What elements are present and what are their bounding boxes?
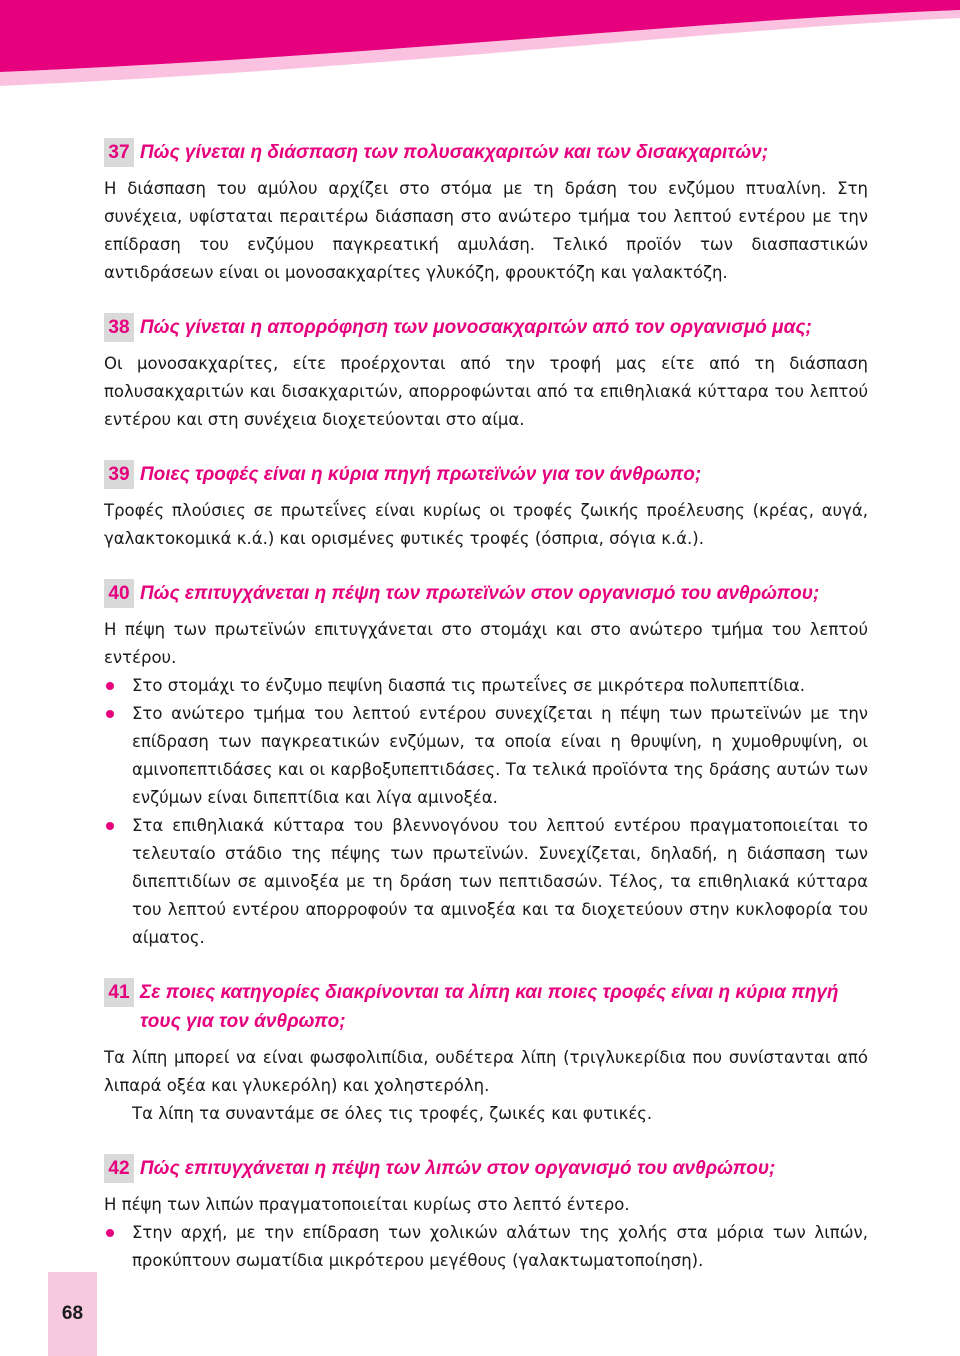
list-item [104,700,868,812]
answer-paragraph: Τα λίπη μπορεί να είναι φωσφολιπίδια, ουδέτερα λίπη (τριγλυκερίδια που συνίστανται από λιπαρά οξέα και γλυκερόλη) και χοληστερόλη. [104,1048,868,1095]
question-heading [104,579,868,608]
question-title: Σε ποιες κατηγορίες διακρίνονται τα λίπη και ποιες τροφές είναι η κύρια πηγή τους για τον άνθρωπο; [140,982,839,1032]
answer-paragraph: Οι μονοσακχαρίτες, είτε προέρχονται από την τροφή μας είτε από τη διάσπαση πολυσακχαριτών και δισακχαριτών, απορροφώνται από τα επιθηλιακά κύτταρα του λεπτού εντέρου και στη συνέχεια διοχετεύονται στο αίμα. [104,354,868,429]
section-39 [104,460,868,553]
bullet-icon [106,822,114,830]
question-heading [104,313,868,342]
section-42 [104,1154,868,1275]
bullet-icon [106,710,114,718]
answer-paragraph: Η πέψη των πρωτεϊνών επιτυγχάνεται στο στομάχι και στο ανώτερο τμήμα του λεπτού εντέρου. [104,620,868,667]
question-heading [104,460,868,489]
section-38 [104,313,868,434]
list-item-text: Στην αρχή, με την επίδραση των χολικών αλάτων της χολής στα μόρια των λιπών, προκύπτουν σωματίδια μικρότερου μεγέθους (γαλακτωματοποίηση). [132,1223,868,1270]
section-40 [104,579,868,952]
question-heading [104,978,868,1036]
bullet-list [104,672,868,952]
question-title: Πώς γίνεται η διάσπαση των πολυσακχαριτών και των δισακχαριτών; [140,142,769,163]
answer-paragraph: Τροφές πλούσιες σε πρωτεΐνες είναι κυρίως οι τροφές ζωικής προέλευσης (κρέας, αυγά, γαλακτοκομικά κ.ά.) και ορισμένες φυτικές τροφές (όσπρια, σόγια κ.ά.). [104,501,868,548]
answer-paragraph: Τα λίπη τα συναντάμε σε όλες τις τροφές, ζωικές και φυτικές. [132,1104,653,1123]
bullet-list [104,1219,868,1275]
list-item-text: Στα επιθηλιακά κύτταρα του βλεννογόνου του λεπτού εντέρου πραγματοποιείται το τελευταίο στάδιο της πέψης των πρωτεϊνών. Συνεχίζεται, δηλαδή, η διάσπαση των διπεπτιδίων σε αμινοξέα με τη δράση των πεπτιδασών. Τέλος, τα επιθηλιακά κύτταρα του λεπτού εντέρου απορροφούν τα αμινοξέα και τα διοχετεύουν στην κυκλοφορία του αίματος. [132,816,868,947]
magenta-header-banner [0,0,960,110]
list-item-text: Στο ανώτερο τμήμα του λεπτού εντέρου συνεχίζεται η πέψη των πρωτεϊνών με την επίδραση των παγκρεατικών ενζύμων, τα οποία είναι η θρυψίνη, η χυμοθρυψίνη, οι αμινοπεπτιδάσες και οι καρβοξυπεπτιδάσες. Τα τελικά προϊόντα της δράσης αυτών των ενζύμων είναι διπεπτίδια και λίγα αμινοξέα. [132,704,868,807]
question-number: 41 [104,978,134,1007]
main-content [104,138,868,1301]
section-41 [104,978,868,1128]
question-number: 37 [104,138,134,167]
question-title: Πώς επιτυγχάνεται η πέψη των λιπών στον οργανισμό του ανθρώπου; [140,1158,776,1179]
question-title: Πώς γίνεται η απορρόφηση των μονοσακχαριτών από τον οργανισμό μας; [140,317,812,338]
question-title: Ποιες τροφές είναι η κύρια πηγή πρωτεϊνών για τον άνθρωπο; [140,464,702,485]
answer-paragraph: Η διάσπαση του αμύλου αρχίζει στο στόμα με τη δράση του ενζύμου πτυαλίνη. Στη συνέχεια, υφίσταται περαιτέρω διάσπαση στο ανώτερο τμήμα του λεπτού εντέρου με την επίδραση του ενζύμου παγκρεατική αμυλάση. Τελικό προϊόν των διασπαστικών αντιδράσεων είναι οι μονοσακχαρίτες γλυκόζη, φρουκτόζη και γαλακτόζη. [104,179,868,282]
list-item [104,1219,868,1275]
page-number-box [48,1272,97,1356]
question-number: 42 [104,1154,134,1183]
question-number: 39 [104,460,134,489]
bullet-icon [106,682,114,690]
page-number: 68 [61,1303,84,1324]
list-item-text: Στο στομάχι το ένζυμο πεψίνη διασπά τις πρωτεΐνες σε μικρότερα πολυπεπτίδια. [132,676,806,695]
bullet-icon [106,1229,114,1237]
question-heading [104,1154,868,1183]
question-heading [104,138,868,167]
question-number: 40 [104,579,134,608]
answer-paragraph: Η πέψη των λιπών πραγματοποιείται κυρίως στο λεπτό έντερο. [104,1195,630,1214]
question-number: 38 [104,313,134,342]
list-item [104,812,868,952]
list-item [104,672,868,700]
section-37 [104,138,868,287]
question-title: Πώς επιτυγχάνεται η πέψη των πρωτεϊνών στον οργανισμό του ανθρώπου; [140,583,820,604]
